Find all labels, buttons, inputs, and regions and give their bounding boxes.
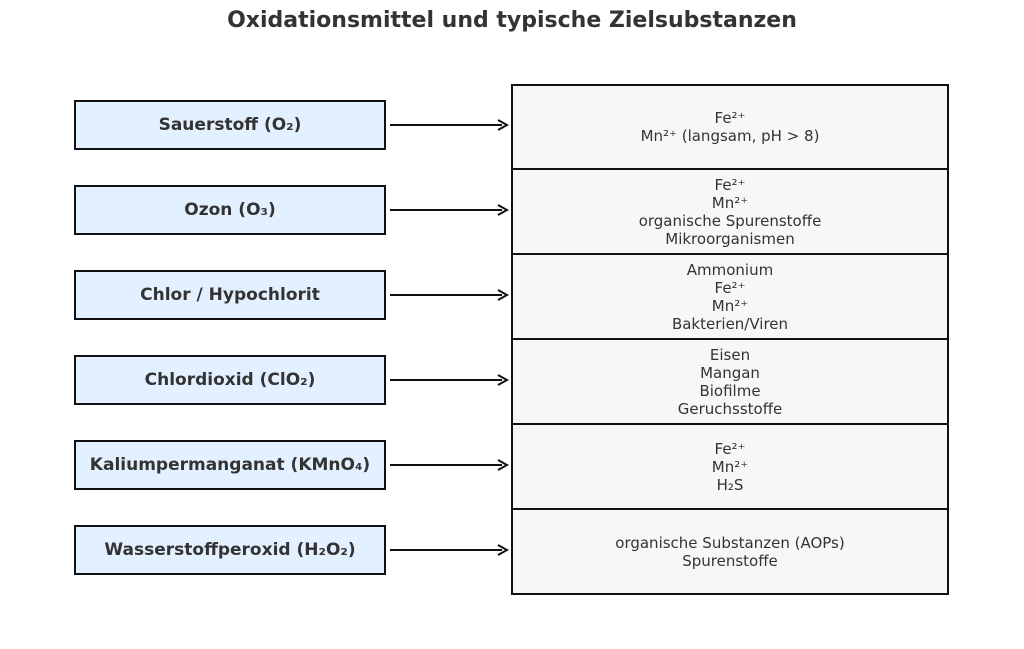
target-substance: Spurenstoffe [682, 551, 778, 570]
diagram-row [0, 339, 1024, 424]
arrow-icon [388, 543, 510, 557]
target-substance: Geruchsstoffe [677, 399, 783, 418]
target-substance: organische Substanzen (AOPs) [615, 533, 845, 552]
oxidant-box: Wasserstoffperoxid (H₂O₂) [74, 525, 386, 575]
target-substance: H₂S [716, 475, 744, 494]
oxidant-box: Kaliumpermanganat (KMnO₄) [74, 440, 386, 490]
target-substance: Fe²⁺ [714, 109, 746, 127]
target-substance: Eisen [709, 345, 751, 364]
target-substance: Mn²⁺ (langsam, pH > 8) [640, 127, 820, 145]
arrow-icon [388, 373, 510, 387]
oxidant-box: Chlordioxid (ClO₂) [74, 355, 386, 405]
target-substance: organische Spurenstoffe [638, 211, 822, 230]
target-box [511, 170, 949, 255]
target-substance: Mikroorganismen [665, 229, 795, 248]
target-substance: Ammonium [686, 260, 774, 279]
arrow-icon [388, 203, 510, 217]
diagram-title: Oxidationsmittel und typische Zielsubstanzen [227, 8, 797, 33]
oxidant-box: Ozon (O₃) [74, 185, 386, 235]
target-box [511, 340, 949, 425]
diagram-row [0, 254, 1024, 339]
arrow-icon [388, 288, 510, 302]
target-substance: Mangan [700, 363, 760, 382]
diagram-row [0, 509, 1024, 594]
diagram-row [0, 424, 1024, 509]
target-substance: Mn²⁺ [711, 296, 749, 315]
arrow-icon [388, 458, 510, 472]
arrow-icon [388, 118, 510, 132]
target-box [511, 510, 949, 595]
target-substance: Fe²⁺ [714, 439, 746, 458]
target-box [511, 425, 949, 510]
target-substance: Bakterien/Viren [671, 314, 789, 333]
diagram-row [0, 169, 1024, 254]
oxidant-box: Sauerstoff (O₂) [74, 100, 386, 150]
oxidant-box: Chlor / Hypochlorit [74, 270, 386, 320]
diagram-row [0, 84, 1024, 169]
target-substance: Fe²⁺ [714, 278, 746, 297]
target-box [511, 84, 949, 170]
target-substance: Fe²⁺ [714, 175, 746, 194]
target-substance: Biofilme [699, 381, 761, 400]
target-substance: Mn²⁺ [711, 457, 749, 476]
target-box [511, 255, 949, 340]
target-substance: Mn²⁺ [711, 193, 749, 212]
